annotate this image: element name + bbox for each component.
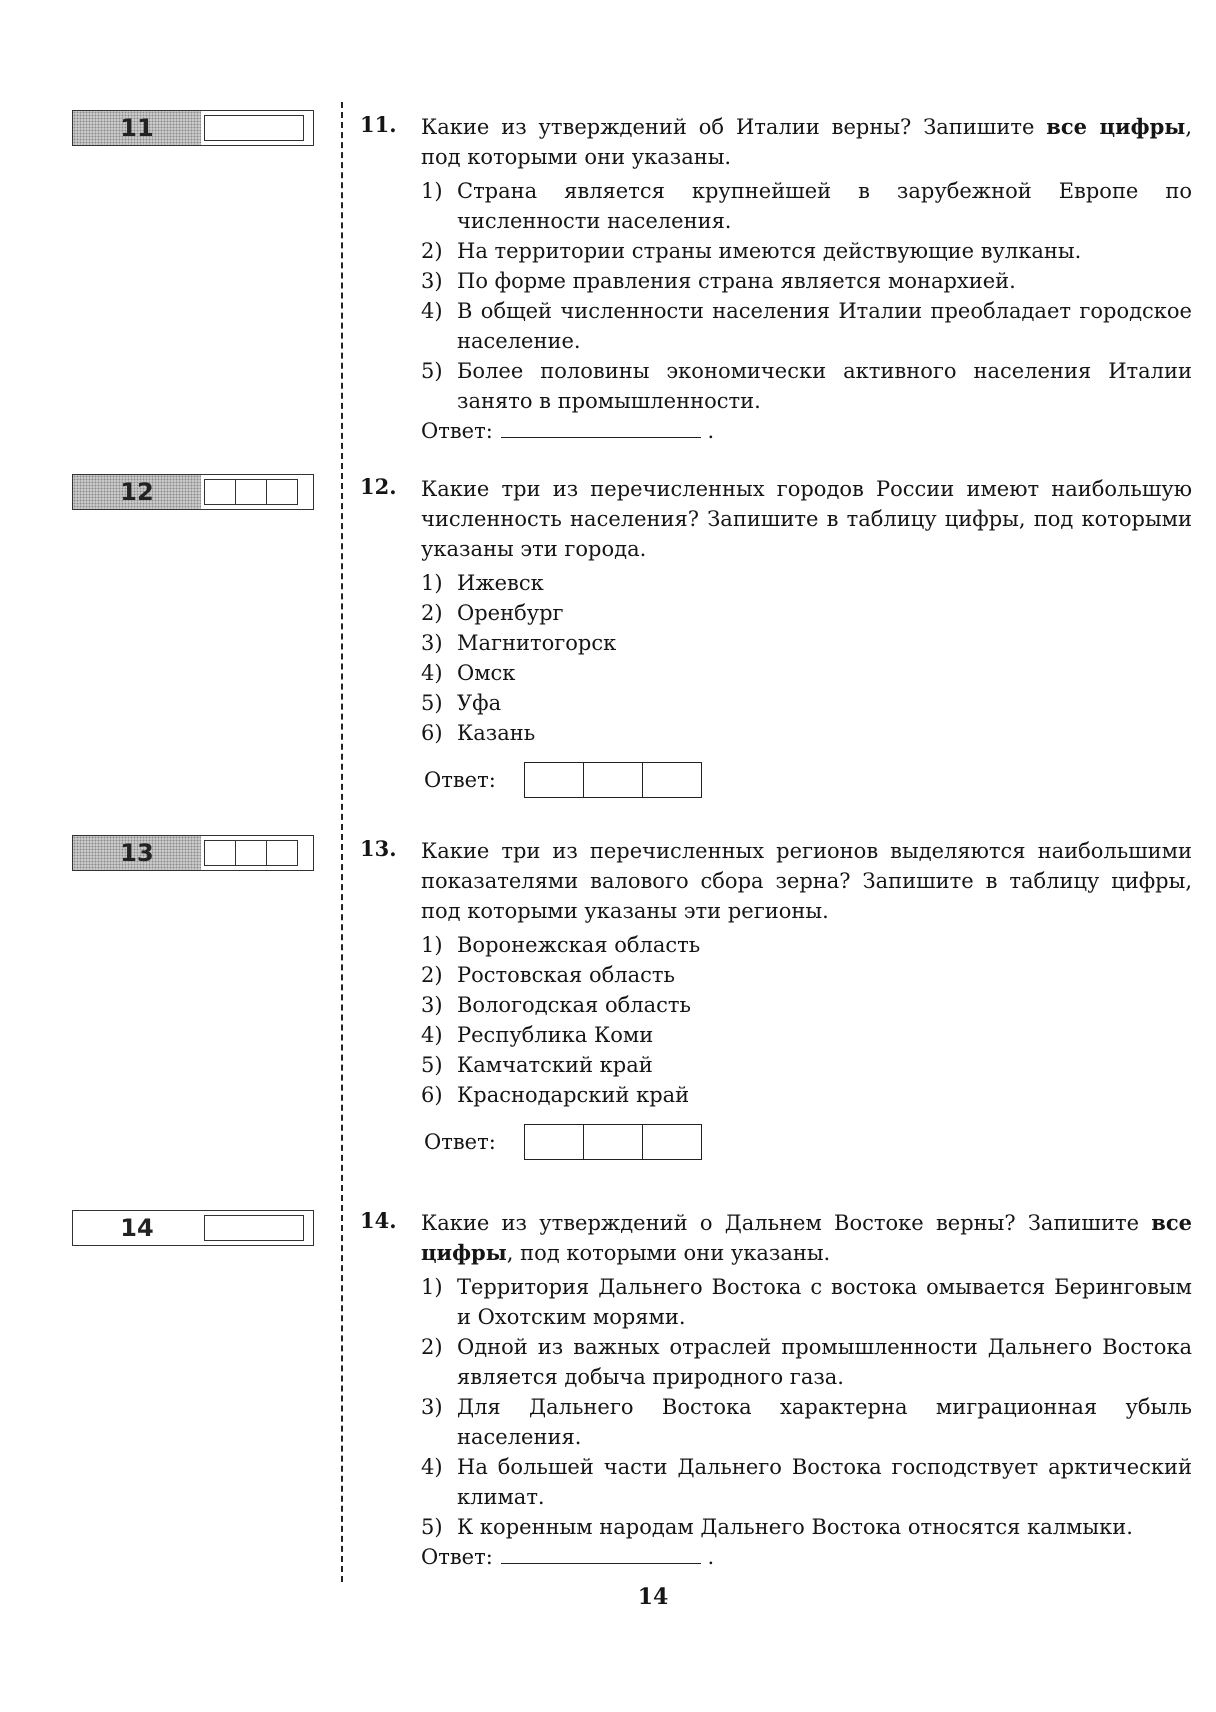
option-item: 4) Республика Коми [421, 1023, 654, 1047]
answer-line: Ответ: . [421, 419, 715, 443]
answer-box-11 [72, 110, 314, 146]
options-list [360, 176, 1192, 416]
answer-blank[interactable] [501, 417, 701, 438]
option-item: 4) Омск [421, 661, 516, 685]
option-item: 4) В общей численности населения Италии преобладает городское население. [421, 299, 1192, 353]
question-stem: Какие три из перечисленных городов России имеют наибольшую численность населения? Запишите в таблицу цифры, под которыми указаны эти города. [421, 477, 1192, 561]
option-item: 2) На территории страны имеются действующие вулканы. [421, 239, 1082, 263]
question-number: 13. [360, 836, 397, 861]
option-item: 2) Одной из важных отраслей промышленности Дальнего Востока является добыча природного газа. [421, 1335, 1192, 1389]
answer-blank[interactable] [501, 1543, 701, 1564]
answer-box-12 [72, 474, 314, 510]
option-item: 3) Вологодская область [421, 993, 691, 1017]
option-item: 3) По форме правления страна является монархией. [421, 269, 1016, 293]
answer-cell[interactable] [525, 1125, 584, 1159]
question-stem: Какие из утверждений о Дальнем Востоке верны? Запишите все цифры, под которыми они указаны. [421, 1210, 1192, 1265]
option-item: 4) На большей части Дальнего Востока господствует арктический климат. [421, 1455, 1192, 1509]
answer-box-number: 11 [73, 111, 201, 145]
answer-box-number: 13 [73, 836, 201, 870]
answer-cell[interactable] [643, 763, 701, 797]
answer-box-cell[interactable] [204, 840, 236, 866]
option-item: 2) Оренбург [421, 601, 564, 625]
answer-table: Ответ: [424, 1124, 1192, 1160]
question-13 [360, 836, 1192, 1160]
option-item: 2) Ростовская область [421, 963, 675, 987]
answer-box-cell[interactable] [267, 840, 298, 866]
answer-cell[interactable] [525, 763, 584, 797]
answer-line: Ответ: . [421, 1545, 715, 1569]
answer-box-field[interactable] [204, 1215, 304, 1241]
options-list [360, 1272, 1192, 1542]
question-11 [360, 112, 1192, 446]
answer-box-field[interactable] [204, 115, 304, 141]
question-number: 12. [360, 474, 397, 499]
question-stem: Какие три из перечисленных регионов выделяются наибольшими показателями валового сбора зерна? Запишите в таблицу цифры, под которыми указаны эти регионы. [421, 839, 1192, 923]
answer-box-cell[interactable] [204, 479, 236, 505]
option-item: 1) Страна является крупнейшей в зарубежной Европе по численности населения. [421, 179, 1192, 233]
options-list [360, 568, 1192, 748]
question-14 [360, 1208, 1192, 1572]
answer-box-13 [72, 835, 314, 871]
answer-box-number: 12 [73, 475, 201, 509]
answer-box-number: 14 [120, 1214, 154, 1242]
answer-cell[interactable] [584, 763, 643, 797]
option-item: 5) Уфа [421, 691, 502, 715]
option-item: 6) Краснодарский край [421, 1083, 690, 1107]
question-stem: Какие из утверждений об Италии верны? Запишите все цифры, под которыми они указаны. [421, 114, 1192, 169]
answer-box-cell[interactable] [236, 479, 267, 505]
option-item: 5) К коренным народам Дальнего Востока относятся калмыки. [421, 1515, 1133, 1539]
option-item: 1) Ижевск [421, 571, 544, 595]
answer-box-cell[interactable] [267, 479, 298, 505]
option-item: 6) Казань [421, 721, 536, 745]
option-item: 1) Территория Дальнего Востока с востока омывается Беринговым и Охотским морями. [421, 1275, 1192, 1329]
question-number: 14. [360, 1208, 397, 1233]
option-item: 3) Магнитогорск [421, 631, 617, 655]
question-12 [360, 474, 1192, 798]
answer-box-cell[interactable] [236, 840, 267, 866]
question-number: 11. [360, 112, 397, 137]
answer-table: Ответ: [424, 762, 1192, 798]
option-item: 1) Воронежская область [421, 933, 701, 957]
option-item: 3) Для Дальнего Востока характерна миграционная убыль населения. [421, 1395, 1192, 1449]
option-item: 5) Камчатский край [421, 1053, 653, 1077]
answer-box-14 [72, 1210, 314, 1246]
answer-cell[interactable] [584, 1125, 643, 1159]
options-list [360, 930, 1192, 1110]
option-item: 5) Более половины экономически активного населения Италии занято в промышленности. [421, 359, 1192, 413]
answer-cell[interactable] [643, 1125, 701, 1159]
page-number: 14 [637, 1584, 669, 1610]
cut-line [341, 102, 343, 1582]
